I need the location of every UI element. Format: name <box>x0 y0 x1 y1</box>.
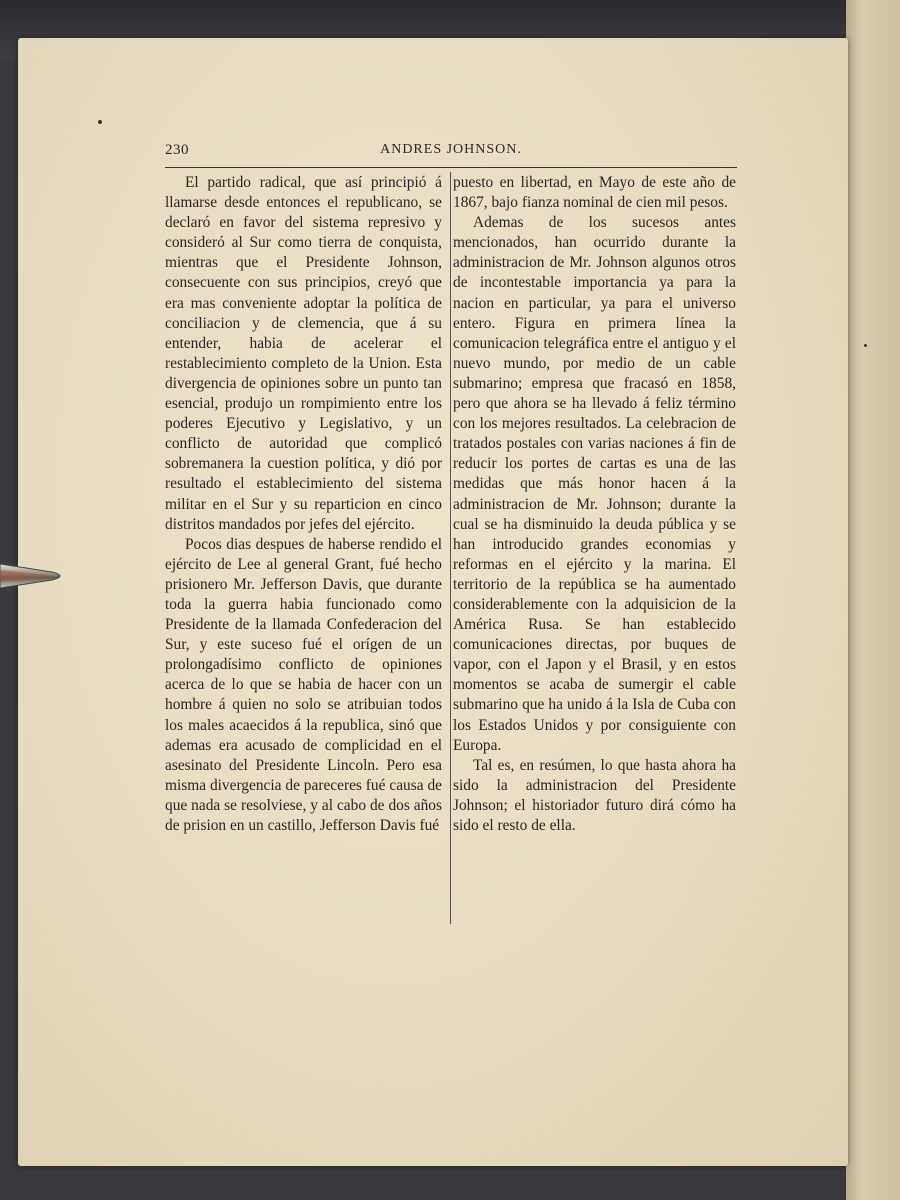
page-header <box>165 142 737 166</box>
paragraph: Ademas de los sucesos antes mencionados, han ocurrido durante la administracion de Mr. Johnson algunos otros de incontestable importancia ya para la nacion en particular, ya para el universo entero. Figura en primera línea la comunicacion telegráfica entre el antiguo y el nuevo mundo, por medio de un cable submarino; empresa que fracasó en 1858, pero que ahora se ha llevado á feliz término con los mejores resultados. La celebracion de tratados postales con varias naciones á fin de reducir los portes de cartas es una de las medidas que más honor hacen á la administracion de Mr. Johnson; durante la cual se ha disminuido la deuda pública y se han introducido grandes economias y reformas en el ejército y la marina. El territorio de la república se ha aumentado considerablemente con la adquisicion de la América Rusa. Se han establecido comunicaciones directas, por buques de vapor, con el Japon y el Brasil, y en estos momentos se acaba de sumergir el cable submarino que ha unido á la Isla de Cuba con los Estados Unidos y por consiguiente con Europa. <box>453 214 736 754</box>
column-divider <box>450 172 451 924</box>
next-page-edge <box>846 0 900 1200</box>
paragraph: Pocos dias despues de haberse rendido el ejército de Lee al general Grant, fué hecho prisionero Mr. Jefferson Davis, que durante toda la guerra habia funcionado como Presidente de la llamada Confederacion del Sur, y este suceso fué el orígen de un prolongadísimo conflicto de opiniones acerca de lo que se habia de hacer con un hombre á quien no solo se atribuian todos los males acaecidos á la republica, sinó que ademas era acusado de complicidad en el asesinato del Presidente Lincoln. Pero esa misma divergencia de pareceres fué causa de que nada se resolviese, y al cabo de dos años de prision en un castillo, Jefferson Davis fué <box>165 535 442 834</box>
running-title: ANDRES JOHNSON. <box>380 142 522 157</box>
header-rule <box>165 167 737 168</box>
ink-speck <box>864 344 867 347</box>
metal-clip-icon <box>0 556 68 596</box>
paragraph: Tal es, en resúmen, lo que hasta ahora ha sido la administracion del Presidente Johnson; el historiador futuro dirá cómo ha sido el resto de ella. <box>453 756 736 834</box>
left-column <box>165 173 442 836</box>
right-column <box>453 173 736 836</box>
page-number: 230 <box>165 142 189 158</box>
ink-speck <box>98 120 102 124</box>
paragraph-continuation: puesto en libertad, en Mayo de este año de 1867, bajo fianza nominal de cien mil pesos. <box>453 174 736 212</box>
paragraph: El partido radical, que así principió á llamarse desde entonces el republicano, se declaró en favor del sistema represivo y consideró al Sur como tierra de conquista, mientras que el Presidente Johnson, consecuente con sus principios, creyó que era mas conveniente adoptar la política de conciliacion y de clemencia, que á su entender, habia de acelerar el restablecimiento completo de la Union. Esta divergencia de opiniones sobre un punto tan esencial, produjo un rompimiento entre los poderes Ejecutivo y Legislativo, y un conflicto de autoridad que complicó sobremanera la cuestion política, y dió por resultado el establecimiento del sistema militar en el Sur y su reparticion en cinco distritos mandados por jefes del ejército. <box>165 174 442 533</box>
